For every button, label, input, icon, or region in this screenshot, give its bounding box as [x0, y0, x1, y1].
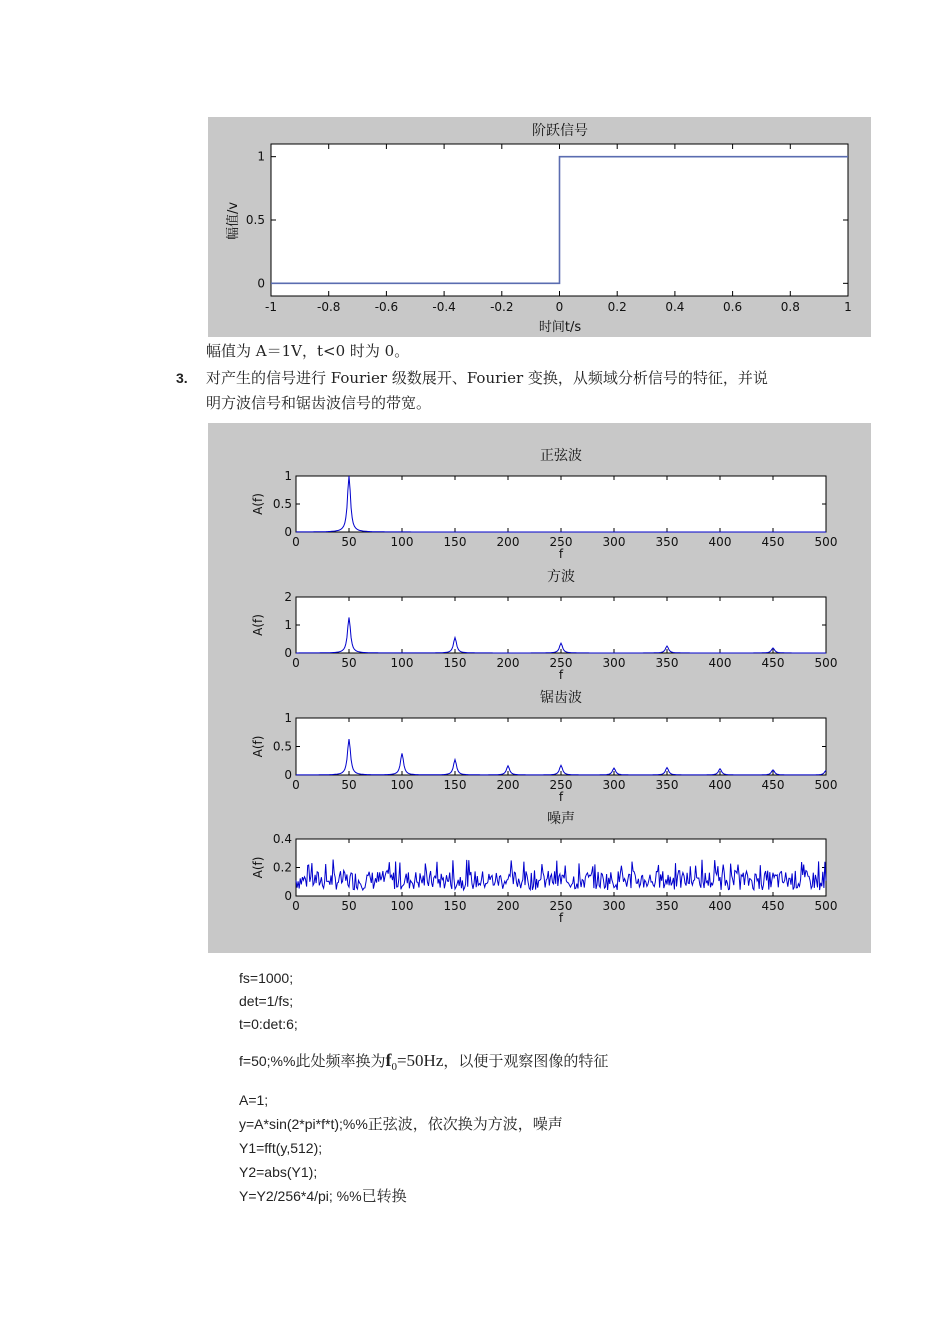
spectrum-xtick-label: 250 — [549, 656, 573, 670]
spectrum-xtick-label: 300 — [602, 656, 626, 670]
spectrum-xtick-label: 350 — [655, 656, 679, 670]
spectrum-xtick-label: 100 — [390, 899, 414, 913]
spectrum-xtick-label: 0 — [292, 899, 300, 913]
formula-value: =50Hz — [396, 1051, 444, 1070]
spectrum-ytick-label: 1 — [284, 618, 292, 632]
code-line-3: t=0:det:6; — [239, 1016, 298, 1032]
spectra-chart — [208, 423, 871, 953]
step-chart-title: 阶跃信号 — [532, 123, 588, 139]
spectrum-xtick-label: 150 — [443, 778, 467, 792]
spectrum-plot-area — [296, 839, 826, 896]
spectrum-xtick-label: 250 — [549, 778, 573, 792]
spectrum-xtick-label: 300 — [602, 535, 626, 549]
spectrum-ylabel: A(f) — [251, 493, 265, 515]
code-line-9-code: Y=Y2/256*4/pi; %% — [239, 1188, 362, 1204]
amplitude-note: 幅值为 A＝1V，t<0 时为 0。 — [206, 342, 410, 360]
spectrum-xtick-label: 450 — [761, 778, 785, 792]
spectrum-xtick-label: 300 — [602, 899, 626, 913]
spectrum-xtick-label: 250 — [549, 535, 573, 549]
step-chart — [208, 117, 871, 337]
spectrum-xtick-label: 350 — [655, 899, 679, 913]
spectrum-xtick-label: 150 — [443, 535, 467, 549]
step-xtick-label: 0.6 — [723, 300, 743, 314]
step-xtick-label: 0 — [555, 300, 564, 314]
spectrum-xtick-label: 500 — [814, 899, 838, 913]
spectrum-xtick-label: 400 — [708, 656, 732, 670]
spectrum-xtick-label: 200 — [496, 899, 520, 913]
code-line-6 — [239, 1114, 563, 1134]
step-xtick-label: 0.2 — [607, 300, 627, 314]
spectrum-ylabel: A(f) — [251, 614, 265, 636]
spectrum-xtick-label: 450 — [761, 535, 785, 549]
spectrum-ylabel: A(f) — [251, 856, 265, 879]
code-line-6-comment: 正弦波，依次换为方波，噪声 — [367, 1115, 563, 1133]
code-line-4-code: f=50;%% — [239, 1053, 296, 1069]
code-line-4-tail: ，以便于观察图像的特征 — [443, 1052, 609, 1070]
step-chart-xlabel: 时间t/s — [538, 320, 582, 335]
spectrum-xtick-label: 350 — [655, 778, 679, 792]
formula-f: f — [385, 1050, 392, 1070]
spectrum-ytick-label: 0.2 — [272, 860, 292, 875]
spectrum-xlabel: f — [558, 790, 564, 804]
spectrum-xtick-label: 100 — [390, 535, 414, 549]
spectrum-xtick-label: 0 — [292, 778, 300, 792]
step-xtick-label: -1 — [265, 300, 277, 314]
spectrum-ytick-label: 0 — [284, 889, 292, 903]
spectrum-title: 噪声 — [547, 811, 575, 827]
item-text-line2: 明方波信号和锯齿波信号的带宽。 — [206, 394, 432, 412]
spectrum-xtick-label: 450 — [761, 899, 785, 913]
spectrum-plot-area — [296, 597, 826, 653]
code-line-4-comment: 此处频率换为 — [295, 1052, 386, 1070]
spectra-figure — [208, 423, 871, 953]
spectrum-plot-area — [296, 476, 826, 532]
spectrum-title: 正弦波 — [540, 448, 582, 464]
code-line-4 — [239, 1050, 608, 1077]
spectrum-xtick-label: 500 — [814, 656, 838, 670]
step-xtick-label: 0.4 — [665, 300, 685, 314]
step-xtick-label: -0.8 — [316, 300, 341, 314]
spectrum-ytick-label: 0 — [284, 768, 292, 782]
spectrum-title: 锯齿波 — [540, 690, 582, 706]
spectrum-xtick-label: 400 — [708, 535, 732, 549]
spectrum-xtick-label: 100 — [390, 778, 414, 792]
step-ytick-label: 0.5 — [245, 213, 265, 227]
spectrum-ytick-label: 0 — [284, 525, 292, 539]
spectrum-ytick-label: 0 — [284, 646, 292, 660]
code-line-1: fs=1000; — [239, 970, 294, 986]
spectrum-xtick-label: 200 — [496, 778, 520, 792]
step-chart-ylabel: 幅值/v — [226, 201, 241, 241]
spectrum-xlabel: f — [558, 668, 564, 682]
spectrum-ytick-label: 1 — [284, 469, 292, 483]
spectrum-xtick-label: 450 — [761, 656, 785, 670]
step-ytick-label: 0 — [257, 276, 265, 291]
spectrum-ytick-label: 1 — [284, 711, 292, 725]
spectrum-xtick-label: 250 — [549, 899, 573, 913]
spectrum-ytick-label: 2 — [284, 590, 292, 604]
code-line-7: Y1=fft(y,512); — [239, 1140, 323, 1156]
step-xtick-label: -0.2 — [490, 300, 514, 314]
code-line-9-comment: 已转换 — [361, 1187, 407, 1205]
spectrum-ytick-label: 0.4 — [272, 832, 292, 846]
item-text-line1: 对产生的信号进行 Fourier 级数展开、Fourier 变换，从频域分析信号的特征，并说 — [206, 369, 768, 387]
spectrum-xlabel: f — [558, 547, 564, 561]
step-figure — [208, 117, 871, 337]
spectrum-ylabel: A(f) — [251, 735, 265, 758]
spectrum-xtick-label: 50 — [341, 535, 357, 549]
spectrum-xtick-label: 50 — [341, 656, 357, 670]
spectrum-xtick-label: 300 — [602, 778, 626, 792]
code-line-8: Y2=abs(Y1); — [239, 1164, 318, 1180]
spectrum-xtick-label: 150 — [443, 656, 467, 670]
code-line-2: det=1/fs; — [239, 993, 294, 1009]
spectrum-xtick-label: 200 — [496, 535, 520, 549]
step-ytick-label: 1 — [257, 149, 265, 164]
spectrum-xtick-label: 0 — [292, 656, 300, 670]
code-line-5: A=1; — [239, 1092, 269, 1108]
step-xtick-label: 1 — [844, 300, 852, 314]
spectrum-xtick-label: 200 — [496, 656, 520, 670]
step-xtick-label: -0.6 — [374, 300, 399, 314]
spectrum-xtick-label: 150 — [443, 899, 467, 913]
item-number: 3. — [176, 370, 188, 386]
spectrum-xlabel: f — [558, 911, 564, 925]
step-xtick-label: -0.4 — [432, 300, 456, 314]
spectrum-xtick-label: 500 — [814, 778, 838, 792]
step-xtick-label: 0.8 — [780, 300, 800, 314]
formula-subscript: 0 — [391, 1060, 397, 1073]
spectrum-xtick-label: 350 — [655, 535, 679, 549]
spectrum-ytick-label: 0.5 — [272, 739, 292, 754]
spectrum-xtick-label: 500 — [814, 535, 838, 549]
spectrum-xtick-label: 50 — [341, 899, 357, 913]
spectrum-xtick-label: 50 — [341, 778, 357, 792]
spectrum-ytick-label: 0.5 — [272, 497, 292, 511]
spectrum-xtick-label: 400 — [708, 778, 732, 792]
spectrum-xtick-label: 0 — [292, 535, 300, 549]
code-line-6-code: y=A*sin(2*pi*f*t);%% — [239, 1116, 368, 1132]
spectrum-xtick-label: 100 — [390, 656, 414, 670]
spectrum-title: 方波 — [547, 569, 575, 585]
spectrum-xtick-label: 400 — [708, 899, 732, 913]
code-line-9 — [239, 1186, 407, 1206]
